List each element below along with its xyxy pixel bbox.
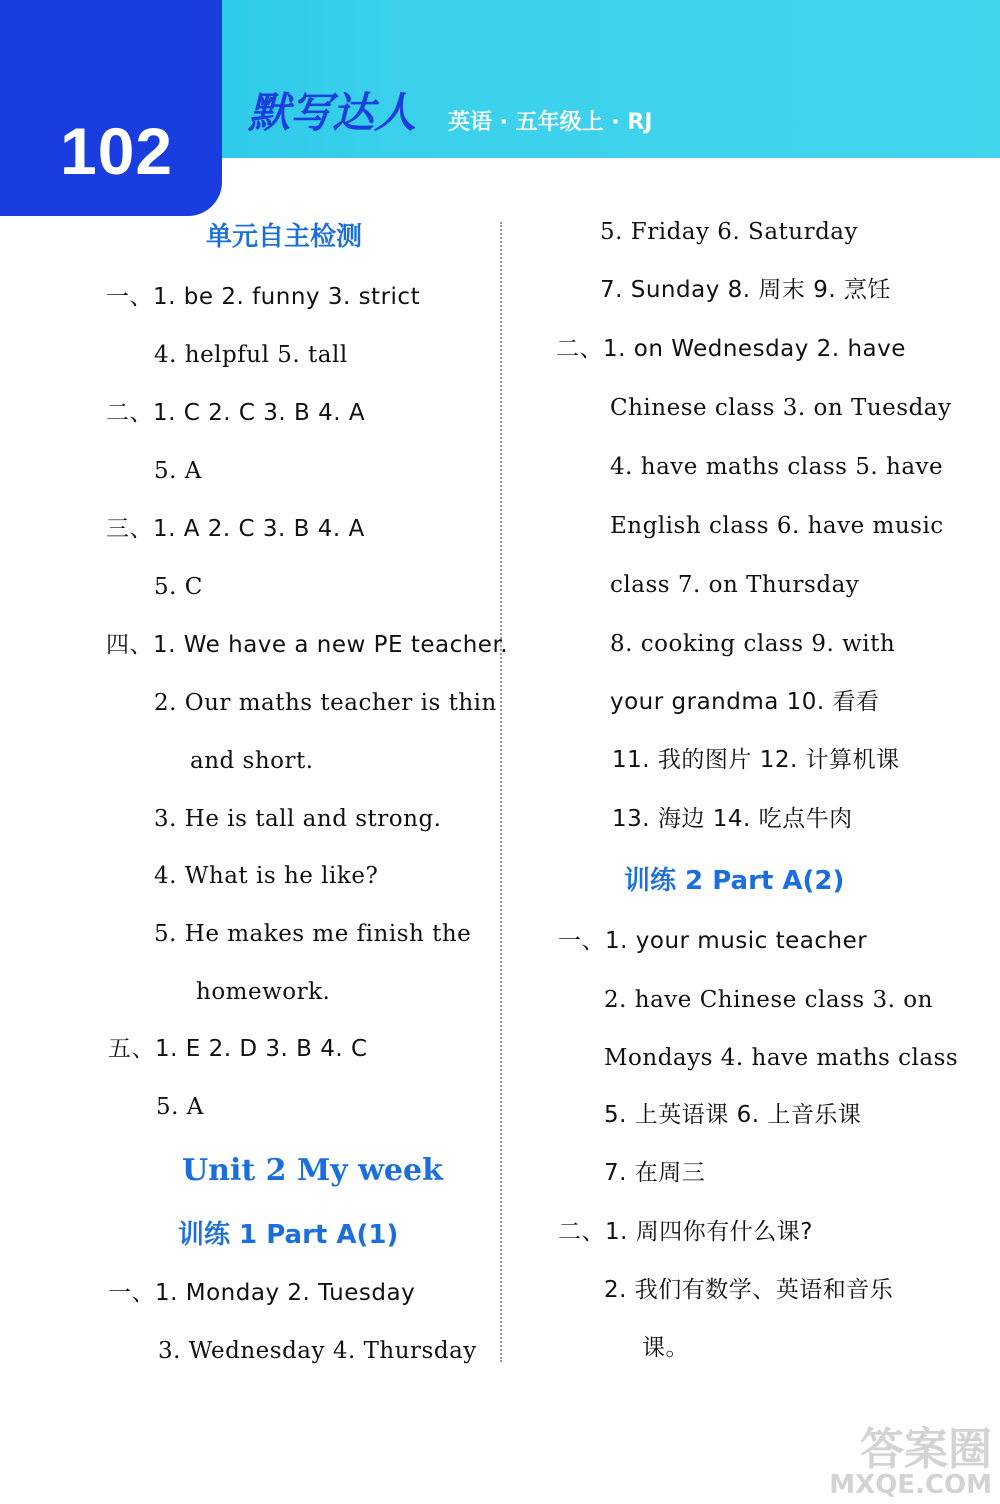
answer-line: 2. Our maths teacher is thin: [154, 690, 497, 716]
section-title-training-1: 训练 1 Part A(1): [178, 1220, 399, 1250]
watermark: [829, 1424, 992, 1500]
subject-label: 英语 · 五年级上 · RJ: [448, 110, 653, 135]
column-divider: [500, 222, 502, 1362]
unit-title: Unit 2 My week: [182, 1153, 443, 1188]
answer-line: 4. have maths class 5. have: [610, 454, 944, 480]
answer-line: 4. helpful 5. tall: [154, 342, 348, 368]
answer-line: 5. A: [156, 1094, 204, 1120]
answer-line: 13. 海边 14. 吃点牛肉: [612, 806, 853, 832]
answer-line: 5. 上英语课 6. 上音乐课: [604, 1102, 862, 1128]
answer-line: 3. He is tall and strong.: [154, 806, 442, 832]
answer-line: 四、1. We have a new PE teacher.: [106, 632, 509, 658]
answer-line: 2. 我们有数学、英语和音乐: [604, 1277, 894, 1303]
watermark-url: MXQE.COM: [829, 1470, 992, 1500]
answer-line: 五、1. E 2. D 3. B 4. C: [108, 1036, 368, 1062]
answer-line: 5. Friday 6. Saturday: [600, 219, 859, 245]
answer-line: 3. Wednesday 4. Thursday: [158, 1338, 477, 1364]
answer-line: 二、1. 周四你有什么课?: [558, 1219, 813, 1245]
answer-line: 5. He makes me finish the: [154, 921, 472, 947]
answer-line: homework.: [196, 979, 331, 1005]
answer-line: 5. C: [154, 574, 203, 600]
answer-line: English class 6. have music: [610, 513, 944, 539]
answer-line: 5. A: [154, 458, 202, 484]
section-title-unit-test: 单元自主检测: [206, 222, 363, 252]
answer-line: 7. 在周三: [604, 1160, 706, 1186]
answer-line: your grandma 10. 看看: [610, 689, 880, 715]
answer-line: and short.: [190, 748, 314, 774]
answer-line: 二、1. on Wednesday 2. have: [556, 336, 906, 362]
section-title-training-2: 训练 2 Part A(2): [624, 866, 845, 896]
page-number: 102: [60, 114, 174, 188]
brand-title: 默写达人: [248, 88, 417, 137]
answer-line: 一、1. be 2. funny 3. strict: [106, 284, 421, 310]
answer-line: Mondays 4. have maths class: [604, 1045, 959, 1071]
answer-line: 课。: [642, 1335, 689, 1361]
answer-line: 7. Sunday 8. 周末 9. 烹饪: [600, 277, 891, 303]
answer-line: 三、1. A 2. C 3. B 4. A: [106, 516, 365, 542]
answer-line: 二、1. C 2. C 3. B 4. A: [106, 400, 366, 426]
answer-line: 11. 我的图片 12. 计算机课: [612, 747, 900, 773]
answer-line: 一、1. Monday 2. Tuesday: [108, 1280, 416, 1306]
answer-line: class 7. on Thursday: [610, 572, 860, 598]
answer-line: 8. cooking class 9. with: [610, 631, 896, 657]
answer-line: 4. What is he like?: [154, 863, 379, 889]
answer-line: Chinese class 3. on Tuesday: [610, 395, 952, 421]
answer-line: 2. have Chinese class 3. on: [604, 987, 933, 1013]
answer-line: 一、1. your music teacher: [558, 928, 868, 954]
watermark-logo-text: 答案圈: [860, 1424, 992, 1475]
